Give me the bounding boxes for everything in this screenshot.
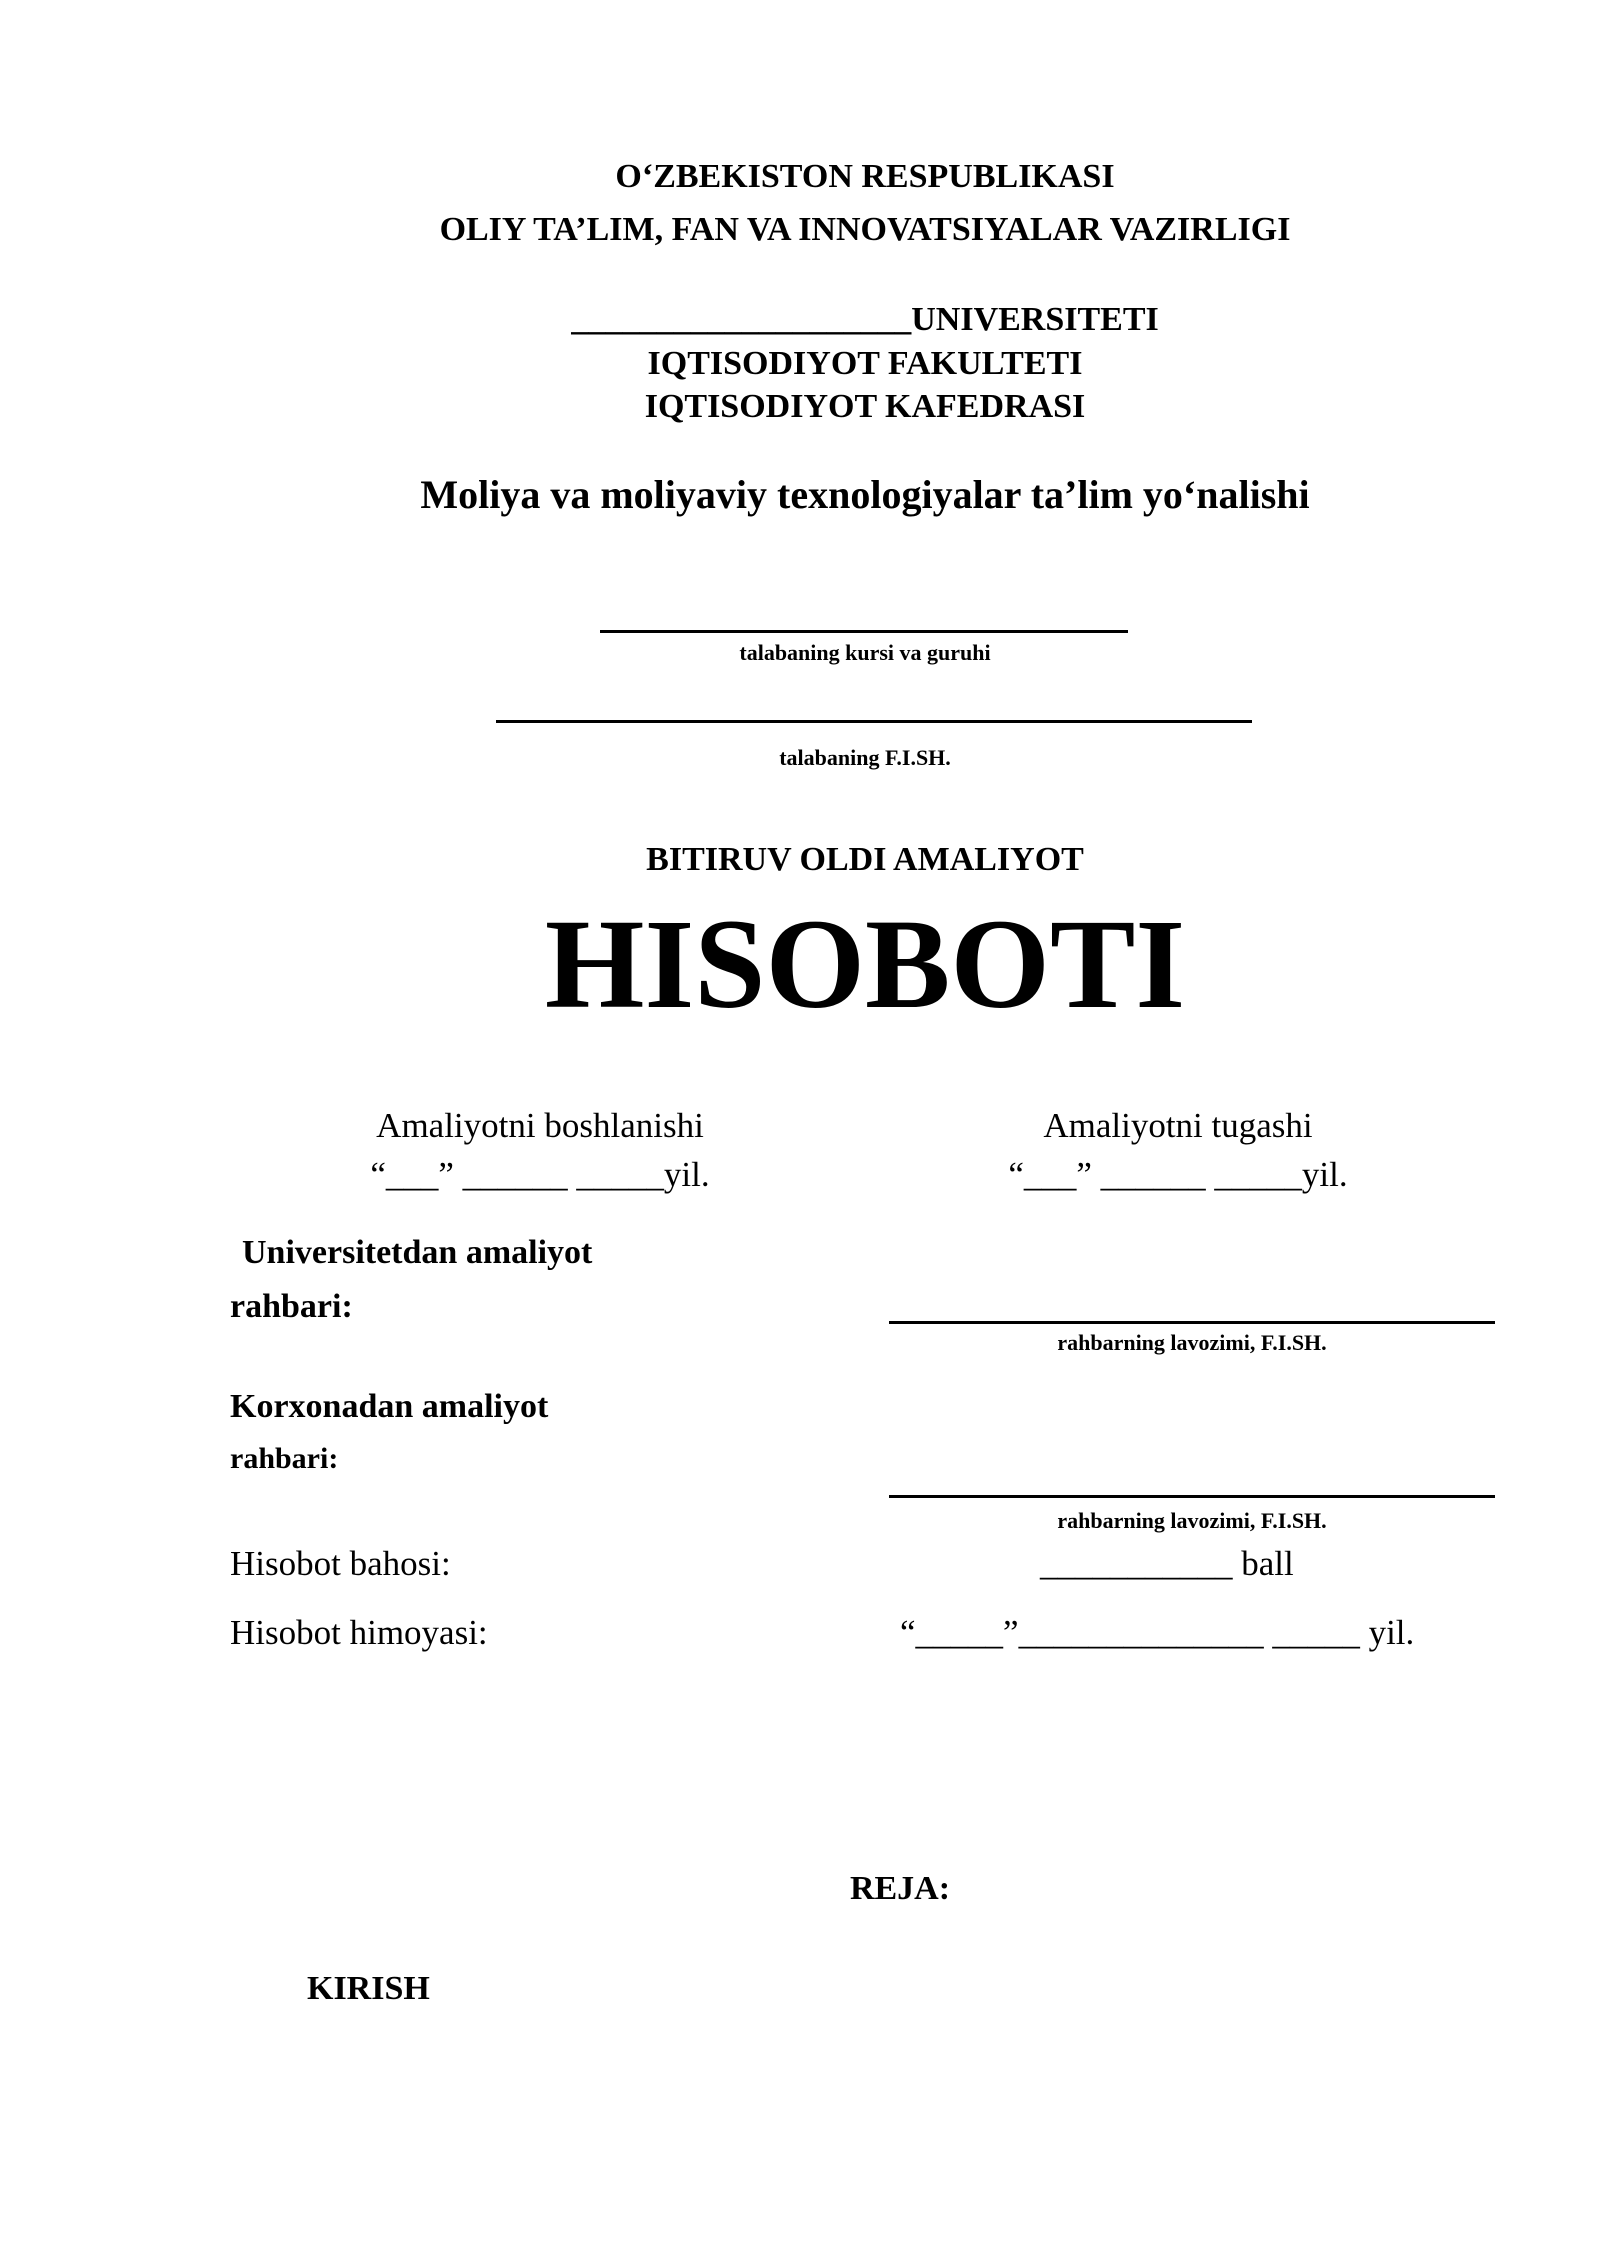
start-date-label: Amaliyotni boshlanishi xyxy=(376,1106,704,1145)
company-supervisor-label: Korxonadan amaliyot xyxy=(230,1388,549,1425)
start-date-value: “___” ______ _____yil. xyxy=(370,1155,710,1194)
report-subtitle: BITIRUV OLDI AMALIYOT xyxy=(646,841,1084,878)
university-supervisor-line xyxy=(889,1321,1495,1324)
defense-value: “_____”______________ _____ yil. xyxy=(900,1613,1415,1652)
company-supervisor-label-2: rahbari: xyxy=(230,1442,339,1475)
end-date-label: Amaliyotni tugashi xyxy=(1043,1106,1313,1145)
grade-label: Hisobot bahosi: xyxy=(230,1544,451,1583)
company-supervisor-line xyxy=(889,1495,1495,1498)
course-group-line xyxy=(600,630,1128,633)
end-date-value: “___” ______ _____yil. xyxy=(1008,1155,1348,1194)
university-supervisor-caption: rahbarning lavozimi, F.I.SH. xyxy=(1057,1330,1327,1355)
republic-heading: O‘ZBEKISTON RESPUBLIKASI xyxy=(615,158,1115,195)
grade-value: ___________ ball xyxy=(1040,1544,1294,1583)
plan-item-introduction: KIRISH xyxy=(307,1970,430,2007)
faculty-heading: IQTISODIYOT FAKULTETI xyxy=(647,345,1083,382)
student-fio-caption: talabaning F.I.SH. xyxy=(779,745,951,770)
direction-heading: Moliya va moliyaviy texnologiyalar ta’lim yo‘nalishi xyxy=(420,472,1310,517)
course-group-caption: talabaning kursi va guruhi xyxy=(739,640,991,665)
defense-label: Hisobot himoyasi: xyxy=(230,1613,488,1652)
student-fio-line xyxy=(496,720,1252,723)
ministry-heading: OLIY TA’LIM, FAN VA INNOVATSIYALAR VAZIRLIGI xyxy=(439,211,1291,248)
company-supervisor-caption: rahbarning lavozimi, F.I.SH. xyxy=(1057,1508,1327,1533)
department-heading: IQTISODIYOT KAFEDRASI xyxy=(644,388,1086,425)
university-supervisor-label-2: rahbari: xyxy=(230,1288,353,1325)
university-heading: ____________________UNIVERSITETI xyxy=(571,301,1159,338)
report-title: HISOBOTI xyxy=(544,893,1186,1035)
university-supervisor-label: Universitetdan amaliyot xyxy=(242,1234,593,1271)
plan-heading: REJA: xyxy=(849,1870,951,1907)
